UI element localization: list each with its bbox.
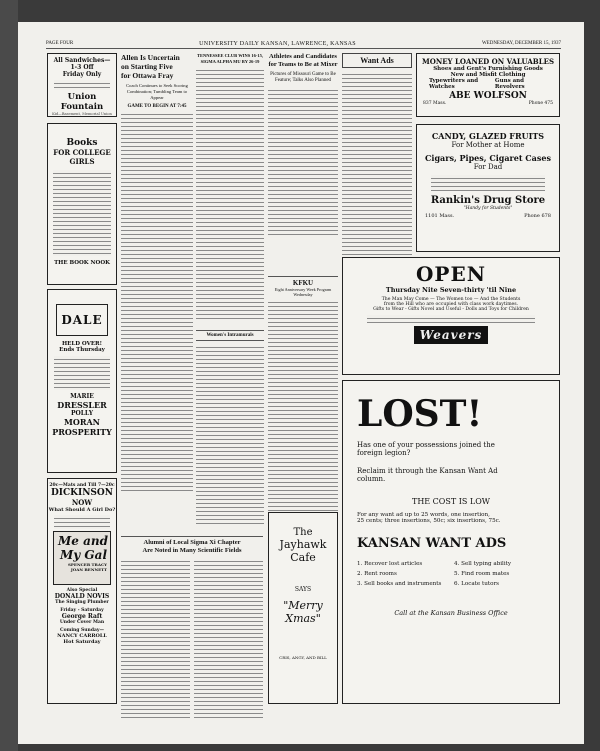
tennessee-article <box>196 53 264 319</box>
page-date: WEDNESDAY, DECEMBER 15, 1937 <box>481 41 561 46</box>
subhead: Thursday Nite Seven-thirty 'til Nine <box>385 286 517 294</box>
headline-1: Alumni of Local Sigma Xi Chapter <box>121 536 263 547</box>
subhead: Pictures of Missouri Game to Be Feature; Talks Also Planned <box>270 72 336 83</box>
article-text <box>196 344 264 526</box>
subhead: Eight Anniversary Week Program Wednesday <box>274 287 332 297</box>
cast-1: SPENCER TRACY <box>68 562 107 567</box>
ad-title: All Sandwiches— <box>53 57 111 64</box>
books-title: Books <box>66 138 98 148</box>
rankins-drug-store-ad <box>416 124 560 252</box>
merry: "Merry <box>283 599 323 612</box>
subhead: For Mother at Home <box>451 141 525 149</box>
cafe-the: The <box>293 527 313 538</box>
ad-sub: 1-3 Off <box>70 64 94 71</box>
special-title: The Singing Plumber <box>55 600 109 605</box>
ad-text <box>367 315 535 323</box>
abe-wolfson-ad <box>416 53 560 117</box>
ad-day: Friday Only <box>62 71 102 78</box>
ad-text <box>431 175 545 191</box>
cost-heading: THE COST IS LOW <box>411 497 490 506</box>
article-columns <box>121 558 263 718</box>
union-fountain-ad <box>47 53 117 117</box>
poster-title-1: Me and <box>58 534 108 548</box>
line-1: The Man May Come — The Women too — And the Students <box>381 297 521 302</box>
weavers-logo: Weavers <box>414 326 488 344</box>
page-number: PAGE FOUR <box>46 41 74 46</box>
hot: Hot Saturday <box>63 639 101 645</box>
prices: 20c—Mats and Till 7—20c <box>49 483 115 488</box>
line-3: For Dad <box>473 163 503 171</box>
question-1: Has one of your possessions joined the <box>357 441 495 449</box>
article-text-1 <box>121 558 190 718</box>
coming: Coming Sunday— <box>59 628 104 633</box>
motto: "Handy for Students" <box>463 206 513 211</box>
signature: CRIS, ANGY, AND BILL <box>279 655 327 660</box>
weavers-open-ad <box>342 257 560 375</box>
star-2: DRESSLER <box>57 400 107 410</box>
headline-1: Allen Is Uncertain <box>121 53 180 62</box>
reclaim-1: Reclaim it through the Kansan Want Ad <box>357 467 498 475</box>
headline-2: for Teams to Be at Mixer <box>268 61 338 68</box>
star-1: MARIE <box>70 393 94 400</box>
question-2: foreign legion? <box>357 449 411 457</box>
line-4: Guns and Revolvers <box>494 78 525 90</box>
lost-headline: LOST! <box>357 393 483 435</box>
nancy: NANCY CARROLL <box>57 633 107 639</box>
uses-list <box>357 561 545 587</box>
want-ads-text <box>342 71 412 263</box>
program-text <box>268 299 338 511</box>
cafe-name: Jayhawk <box>279 538 327 551</box>
lost-want-ads-ad <box>342 380 560 704</box>
line-2: New and Misfit Clothing <box>450 72 526 78</box>
article-text <box>268 87 338 237</box>
line-3: Gifts to Wear - Gifts Novel and Useful - Dolls and Toys for Children <box>373 307 529 312</box>
allen-article <box>121 53 193 491</box>
xmas: Xmas" <box>285 612 321 625</box>
cast-2: JOAN BENNETT <box>70 567 107 572</box>
headline-1: Athletes and Candidates <box>269 53 337 60</box>
ad-text <box>54 80 110 90</box>
star-3: POLLY <box>70 410 94 417</box>
cafe-label: Cafe <box>290 551 316 564</box>
want-ads-column <box>342 53 412 263</box>
article-text-2 <box>194 558 263 718</box>
book-nook-ad <box>47 123 117 285</box>
held-over: HELD OVER! <box>61 341 103 347</box>
books-list <box>53 170 111 256</box>
list-item: 1. Recover lost articles <box>357 561 423 567</box>
masthead: UNIVERSITY DAILY KANSAN, LAWRENCE, KANSAS <box>199 41 356 47</box>
headline: CANDY, GLAZED FRUITS <box>431 131 545 141</box>
alumni-article <box>121 536 263 718</box>
film-title: PROSPERITY <box>52 427 112 437</box>
address: 1101 Mass. <box>425 213 455 219</box>
dale-text <box>54 356 110 390</box>
also: Also Special <box>66 588 98 593</box>
scanner-edge <box>0 0 18 751</box>
shop-name: ABE WOLFSON <box>449 91 527 101</box>
headline: Women's Intramurals <box>196 330 264 341</box>
headline-3: for Ottawa Fray <box>121 71 174 80</box>
ends: Ends Thursday <box>59 347 105 353</box>
list-item: 5. Find room mates <box>454 571 510 577</box>
list-item: 3. Sell books and instruments <box>357 581 442 587</box>
dale-theatre-ad <box>47 289 117 473</box>
headline: Want Ads <box>342 53 412 68</box>
headline-2: on Starting Five <box>121 62 173 71</box>
article-text <box>121 111 193 491</box>
tagline: What Should A Girl Do? <box>48 507 116 513</box>
tagline-text <box>54 515 110 529</box>
movie-poster <box>53 531 111 585</box>
call: Call at the Kansan Business Office <box>394 609 508 617</box>
cost-2: 25 cents; three insertions, 50c; six insertions, 75c. <box>357 518 501 524</box>
kfku-program <box>268 276 338 511</box>
books-shop: THE BOOK NOOK <box>54 260 110 266</box>
books-for: FOR COLLEGE <box>53 148 111 157</box>
line-1: Shoes and Gent's Furnishing Goods <box>433 66 543 72</box>
reclaim-2: column. <box>357 475 386 483</box>
game-time: GAME TO BEGIN AT 7:45 <box>127 104 187 109</box>
headline: KFKU <box>268 276 338 287</box>
ad-name: Union Fountain <box>60 92 104 112</box>
phone: Phone 475 <box>528 101 553 106</box>
store-name: Rankin's Drug Store <box>430 195 546 206</box>
dale-logo: DALE <box>56 304 108 336</box>
dickinson-theatre-ad <box>47 478 117 704</box>
open: OPEN <box>416 262 486 286</box>
subhead: Coach Continues to Seek Scoring Combination; Tumbling Team to Appear <box>126 83 188 100</box>
line-2: from the Hill who are occupied with class work daytimes. <box>383 302 519 307</box>
friday: Friday - Saturday <box>60 608 104 613</box>
list-item: 4. Sell typing ability <box>454 561 512 567</box>
athletes-article <box>268 53 338 237</box>
address: 837 Mass. <box>423 101 447 106</box>
theatre-name: DICKINSON <box>50 488 113 498</box>
page-header <box>46 41 561 49</box>
star-4: MORAN <box>64 417 100 427</box>
article-text <box>196 67 264 319</box>
cost-1: For any want ad up to 25 words, one insertion, <box>357 512 490 518</box>
now: NOW <box>71 498 93 507</box>
poster-cast <box>68 562 107 572</box>
kansan-want-ads: KANSAN WANT ADS <box>357 536 507 551</box>
special-star: DONALD NOVIS <box>54 593 110 600</box>
books-girls: GIRLS <box>69 157 95 166</box>
poster-title-2: My Gal <box>60 548 108 562</box>
list-item: 2. Rent rooms <box>357 571 397 577</box>
list-item: 6. Locate tutors <box>454 581 500 587</box>
ad-foot: Kid—Basement, Memorial Union <box>52 112 112 116</box>
line-3: Typewriters and Watches <box>429 78 479 90</box>
george-raft: George Raft <box>61 613 103 620</box>
jayhawk-cafe-ad <box>268 512 338 704</box>
headline: MONEY LOANED ON VALUABLES <box>421 57 555 66</box>
says: SAYS <box>294 586 312 593</box>
line-2: Cigars, Pipes, Cigaret Cases <box>425 153 551 163</box>
headline: TENNESSEE CLUB WINS 16-15, SIGMA ALPHA MU BY 26-19 <box>197 53 263 64</box>
phone: Phone 678 <box>524 213 551 219</box>
headline-2: Are Noted in Many Scientific Fields <box>142 547 242 554</box>
feature: Under Cover Man <box>59 620 105 625</box>
women-intramurals <box>196 330 264 526</box>
